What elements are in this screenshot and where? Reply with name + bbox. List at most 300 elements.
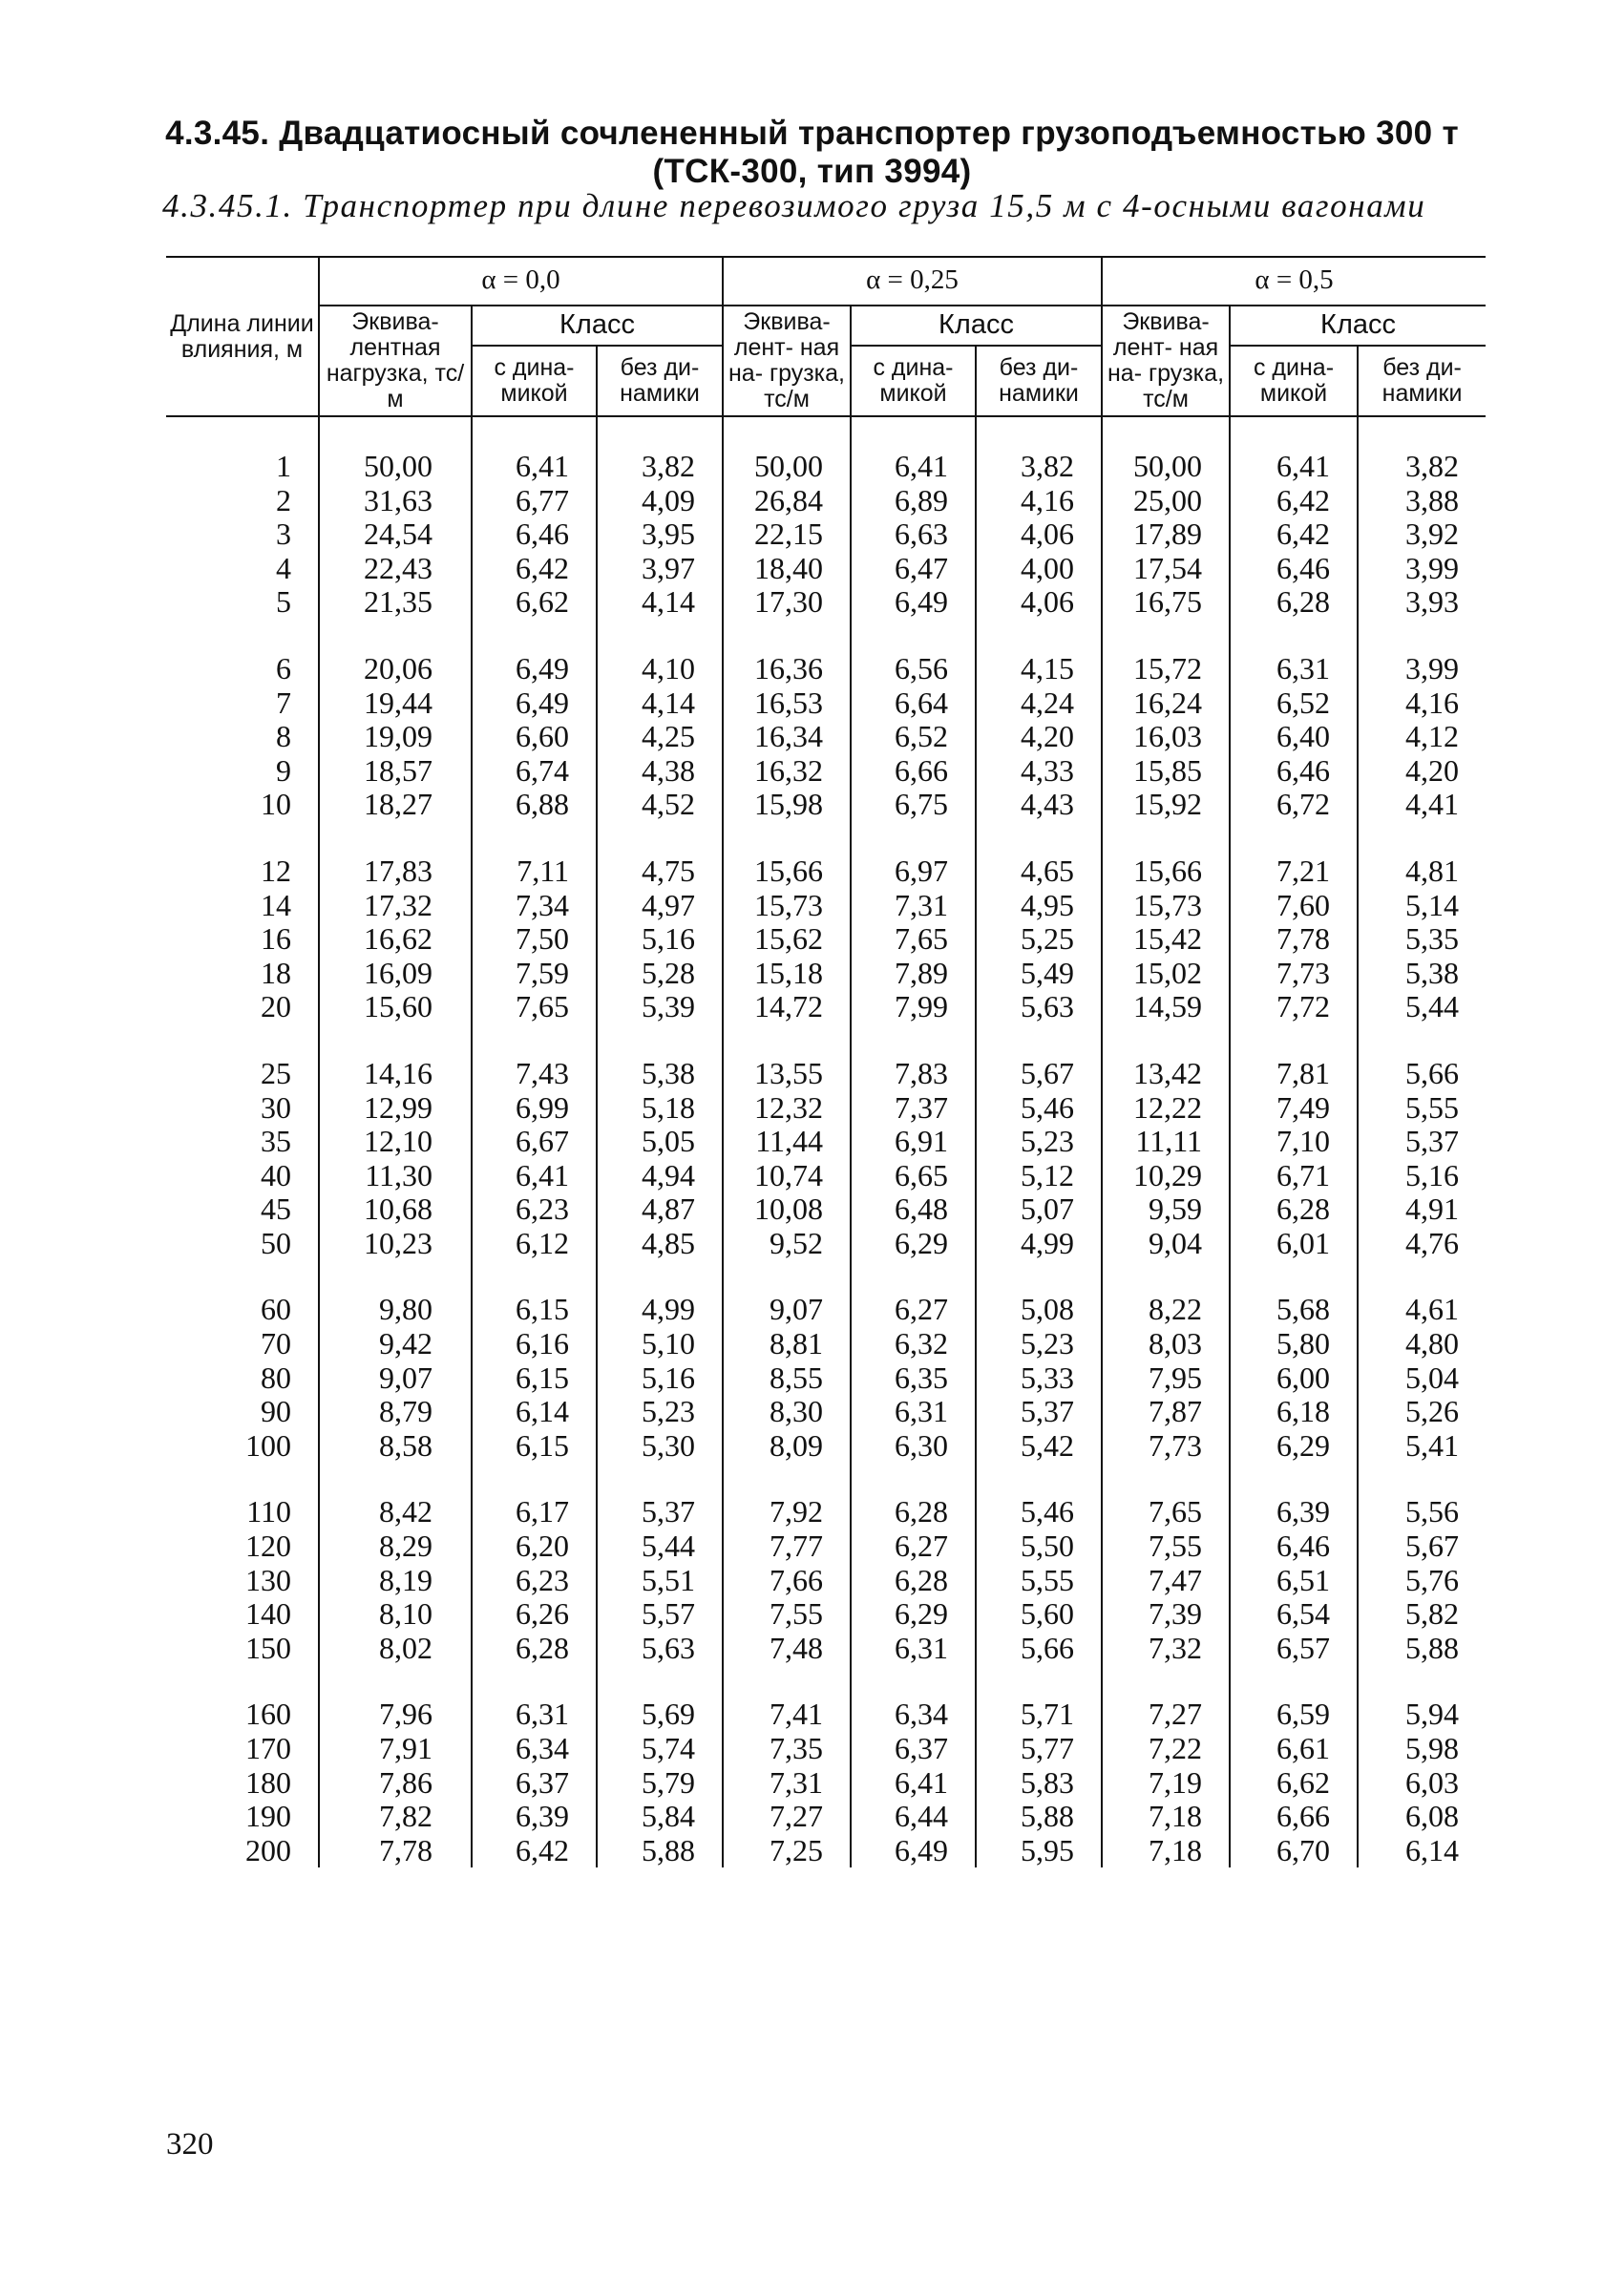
value-cell: 4,33: [976, 754, 1102, 789]
value-cell: 6,03: [1358, 1766, 1486, 1801]
value-cell: 5,84: [597, 1800, 723, 1834]
value-cell: 5,25: [976, 922, 1102, 957]
value-cell: 5,49: [976, 957, 1102, 991]
spacer-cell: [597, 1463, 723, 1495]
value-cell: 6,28: [851, 1495, 976, 1529]
value-cell: 11,44: [723, 1125, 851, 1159]
value-cell: 13,42: [1102, 1057, 1230, 1091]
header-alpha-0: α = 0,0: [319, 257, 723, 306]
value-cell: 5,28: [597, 957, 723, 991]
value-cell: 6,67: [472, 1125, 597, 1159]
value-cell: 3,82: [976, 450, 1102, 484]
value-cell: 8,03: [1102, 1327, 1230, 1361]
document-title: [0, 115, 1624, 191]
value-cell: 6,59: [1230, 1698, 1358, 1732]
value-cell: 5,10: [597, 1327, 723, 1361]
value-cell: 3,95: [597, 517, 723, 552]
value-cell: 7,31: [723, 1766, 851, 1801]
value-cell: 5,95: [976, 1834, 1102, 1868]
value-cell: 7,22: [1102, 1732, 1230, 1766]
value-cell: 5,30: [597, 1429, 723, 1464]
value-cell: 5,51: [597, 1564, 723, 1598]
header-class: Класс: [851, 306, 1102, 346]
value-cell: 6,41: [851, 1766, 976, 1801]
length-cell: 180: [166, 1766, 319, 1801]
length-cell: 70: [166, 1327, 319, 1361]
spacer-cell: [1102, 1665, 1230, 1698]
length-cell: 80: [166, 1361, 319, 1396]
value-cell: 3,92: [1358, 517, 1486, 552]
spacer-cell: [319, 620, 472, 652]
spacer-cell: [976, 1260, 1102, 1293]
value-cell: 5,50: [976, 1529, 1102, 1564]
value-cell: 5,12: [976, 1159, 1102, 1193]
header-equiv-load: Эквива- лент- ная на- грузка, тс/м: [1102, 306, 1230, 416]
spacer-cell: [166, 822, 319, 854]
value-cell: 6,62: [1230, 1766, 1358, 1801]
length-cell: 100: [166, 1429, 319, 1464]
value-cell: 6,66: [851, 754, 976, 789]
value-cell: 15,73: [1102, 889, 1230, 923]
header-without-dynamics: без ди- намики: [1358, 346, 1486, 416]
value-cell: 6,18: [1230, 1395, 1358, 1429]
value-cell: 8,30: [723, 1395, 851, 1429]
title-line-1: 4.3.45. Двадцатиосный сочлененный транспортер грузоподъемностью 300 т: [165, 115, 1459, 152]
spacer-cell: [472, 416, 597, 450]
value-cell: 5,60: [976, 1597, 1102, 1632]
length-cell: 150: [166, 1632, 319, 1666]
value-cell: 6,28: [851, 1564, 976, 1598]
value-cell: 5,79: [597, 1766, 723, 1801]
length-cell: 35: [166, 1125, 319, 1159]
value-cell: 15,66: [1102, 854, 1230, 889]
value-cell: 6,49: [472, 652, 597, 686]
value-cell: 6,31: [851, 1632, 976, 1666]
value-cell: 4,76: [1358, 1227, 1486, 1261]
spacer-cell: [723, 416, 851, 450]
value-cell: 5,23: [597, 1395, 723, 1429]
table-row: [166, 1227, 1486, 1261]
value-cell: 5,88: [1358, 1632, 1486, 1666]
spacer-cell: [723, 822, 851, 854]
value-cell: 11,11: [1102, 1125, 1230, 1159]
header-alpha-05: α = 0,5: [1102, 257, 1486, 306]
value-cell: 6,64: [851, 686, 976, 721]
value-cell: 21,35: [319, 585, 472, 620]
table-row: [166, 1564, 1486, 1598]
value-cell: 50,00: [1102, 450, 1230, 484]
spacer-cell: [597, 1260, 723, 1293]
value-cell: 6,52: [1230, 686, 1358, 721]
table-row: [166, 1125, 1486, 1159]
spacer-cell: [976, 1665, 1102, 1698]
value-cell: 7,77: [723, 1529, 851, 1564]
value-cell: 7,66: [723, 1564, 851, 1598]
value-cell: 6,35: [851, 1361, 976, 1396]
value-cell: 8,81: [723, 1327, 851, 1361]
value-cell: 5,74: [597, 1732, 723, 1766]
value-cell: 8,42: [319, 1495, 472, 1529]
value-cell: 6,70: [1230, 1834, 1358, 1868]
value-cell: 5,56: [1358, 1495, 1486, 1529]
value-cell: 5,14: [1358, 889, 1486, 923]
value-cell: 15,85: [1102, 754, 1230, 789]
value-cell: 6,65: [851, 1159, 976, 1193]
value-cell: 7,83: [851, 1057, 976, 1091]
value-cell: 5,88: [597, 1834, 723, 1868]
value-cell: 6,44: [851, 1800, 976, 1834]
table-row: [166, 990, 1486, 1024]
value-cell: 3,88: [1358, 484, 1486, 518]
spacer-cell: [597, 620, 723, 652]
table-row: [166, 1529, 1486, 1564]
table-row: [166, 450, 1486, 484]
spacer-cell: [597, 822, 723, 854]
spacer-cell: [1230, 620, 1358, 652]
value-cell: 4,94: [597, 1159, 723, 1193]
value-cell: 6,41: [472, 450, 597, 484]
header-alpha-025: α = 0,25: [723, 257, 1102, 306]
spacer-cell: [1358, 620, 1486, 652]
value-cell: 18,40: [723, 552, 851, 586]
length-cell: 4: [166, 552, 319, 586]
value-cell: 18,57: [319, 754, 472, 789]
value-cell: 5,94: [1358, 1698, 1486, 1732]
value-cell: 8,55: [723, 1361, 851, 1396]
spacer-cell: [319, 1260, 472, 1293]
value-cell: 7,43: [472, 1057, 597, 1091]
value-cell: 5,67: [976, 1057, 1102, 1091]
table-row: [166, 1800, 1486, 1834]
spacer-cell: [319, 416, 472, 450]
spacer-cell: [851, 1260, 976, 1293]
value-cell: 6,17: [472, 1495, 597, 1529]
length-cell: 190: [166, 1800, 319, 1834]
table-row: [166, 1361, 1486, 1396]
spacer-cell: [976, 620, 1102, 652]
table-row: [166, 652, 1486, 686]
value-cell: 7,78: [1230, 922, 1358, 957]
value-cell: 6,27: [851, 1293, 976, 1327]
spacer-cell: [976, 1024, 1102, 1057]
value-cell: 22,43: [319, 552, 472, 586]
value-cell: 9,52: [723, 1227, 851, 1261]
value-cell: 6,48: [851, 1192, 976, 1227]
value-cell: 6,39: [472, 1800, 597, 1834]
value-cell: 5,69: [597, 1698, 723, 1732]
value-cell: 6,40: [1230, 720, 1358, 754]
length-cell: 7: [166, 686, 319, 721]
value-cell: 6,46: [1230, 1529, 1358, 1564]
spacer-cell: [851, 416, 976, 450]
value-cell: 7,65: [851, 922, 976, 957]
spacer-cell: [1358, 1260, 1486, 1293]
value-cell: 6,37: [472, 1766, 597, 1801]
table-body: [166, 416, 1486, 1867]
header-equiv-load: Эквива- лент- ная на- грузка, тс/м: [723, 306, 851, 416]
value-cell: 6,57: [1230, 1632, 1358, 1666]
value-cell: 5,23: [976, 1327, 1102, 1361]
value-cell: 19,44: [319, 686, 472, 721]
length-cell: 160: [166, 1698, 319, 1732]
table-row: [166, 1495, 1486, 1529]
spacer-cell: [1358, 416, 1486, 450]
value-cell: 7,27: [1102, 1698, 1230, 1732]
length-cell: 8: [166, 720, 319, 754]
value-cell: 4,06: [976, 585, 1102, 620]
spacer-cell: [472, 620, 597, 652]
value-cell: 7,78: [319, 1834, 472, 1868]
spacer-cell: [976, 822, 1102, 854]
value-cell: 6,15: [472, 1361, 597, 1396]
value-cell: 11,30: [319, 1159, 472, 1193]
value-cell: 7,18: [1102, 1800, 1230, 1834]
spacer-cell: [723, 1463, 851, 1495]
value-cell: 4,43: [976, 788, 1102, 822]
value-cell: 4,97: [597, 889, 723, 923]
spacer-cell: [1230, 416, 1358, 450]
value-cell: 7,91: [319, 1732, 472, 1766]
value-cell: 17,32: [319, 889, 472, 923]
value-cell: 4,80: [1358, 1327, 1486, 1361]
table-row: [166, 1192, 1486, 1227]
value-cell: 5,83: [976, 1766, 1102, 1801]
length-cell: 16: [166, 922, 319, 957]
value-cell: 6,49: [472, 686, 597, 721]
value-cell: 15,02: [1102, 957, 1230, 991]
value-cell: 7,32: [1102, 1632, 1230, 1666]
value-cell: 14,16: [319, 1057, 472, 1091]
value-cell: 19,09: [319, 720, 472, 754]
value-cell: 4,14: [597, 585, 723, 620]
value-cell: 15,72: [1102, 652, 1230, 686]
load-table: [166, 256, 1486, 1867]
value-cell: 6,39: [1230, 1495, 1358, 1529]
length-cell: 30: [166, 1091, 319, 1126]
table-row: [166, 1091, 1486, 1126]
length-cell: 130: [166, 1564, 319, 1598]
table-row: [166, 788, 1486, 822]
value-cell: 6,63: [851, 517, 976, 552]
value-cell: 8,79: [319, 1395, 472, 1429]
value-cell: 9,59: [1102, 1192, 1230, 1227]
spacer-cell: [851, 1665, 976, 1698]
value-cell: 7,37: [851, 1091, 976, 1126]
value-cell: 7,73: [1230, 957, 1358, 991]
spacer-cell: [166, 416, 319, 450]
value-cell: 7,96: [319, 1698, 472, 1732]
table-row: [166, 1395, 1486, 1429]
value-cell: 6,46: [472, 517, 597, 552]
value-cell: 6,14: [1358, 1834, 1486, 1868]
value-cell: 8,29: [319, 1529, 472, 1564]
value-cell: 17,30: [723, 585, 851, 620]
table-row: [166, 1327, 1486, 1361]
value-cell: 16,03: [1102, 720, 1230, 754]
spacer-cell: [976, 416, 1102, 450]
value-cell: 7,73: [1102, 1429, 1230, 1464]
value-cell: 7,72: [1230, 990, 1358, 1024]
spacer-cell: [597, 1024, 723, 1057]
value-cell: 15,60: [319, 990, 472, 1024]
spacer-cell: [851, 1463, 976, 1495]
value-cell: 4,06: [976, 517, 1102, 552]
length-cell: 5: [166, 585, 319, 620]
value-cell: 4,10: [597, 652, 723, 686]
value-cell: 6,41: [851, 450, 976, 484]
value-cell: 5,35: [1358, 922, 1486, 957]
group-spacer: [166, 416, 1486, 450]
spacer-cell: [1230, 1665, 1358, 1698]
value-cell: 6,08: [1358, 1800, 1486, 1834]
spacer-cell: [1230, 1463, 1358, 1495]
group-spacer: [166, 1463, 1486, 1495]
value-cell: 6,16: [472, 1327, 597, 1361]
value-cell: 5,55: [976, 1564, 1102, 1598]
value-cell: 6,34: [851, 1698, 976, 1732]
spacer-cell: [472, 1665, 597, 1698]
spacer-cell: [1230, 1024, 1358, 1057]
length-cell: 10: [166, 788, 319, 822]
value-cell: 4,61: [1358, 1293, 1486, 1327]
value-cell: 16,24: [1102, 686, 1230, 721]
value-cell: 6,97: [851, 854, 976, 889]
value-cell: 5,04: [1358, 1361, 1486, 1396]
value-cell: 7,92: [723, 1495, 851, 1529]
value-cell: 7,82: [319, 1800, 472, 1834]
value-cell: 6,46: [1230, 552, 1358, 586]
title-line-2: (ТСК-300, тип 3994): [652, 153, 972, 190]
value-cell: 5,37: [597, 1495, 723, 1529]
value-cell: 5,16: [597, 922, 723, 957]
value-cell: 5,76: [1358, 1564, 1486, 1598]
value-cell: 5,33: [976, 1361, 1102, 1396]
value-cell: 5,38: [1358, 957, 1486, 991]
value-cell: 5,23: [976, 1125, 1102, 1159]
header-with-dynamics: с дина- микой: [472, 346, 597, 416]
value-cell: 5,98: [1358, 1732, 1486, 1766]
value-cell: 6,42: [1230, 517, 1358, 552]
value-cell: 5,41: [1358, 1429, 1486, 1464]
value-cell: 6,31: [472, 1698, 597, 1732]
value-cell: 15,73: [723, 889, 851, 923]
value-cell: 5,16: [1358, 1159, 1486, 1193]
length-cell: 14: [166, 889, 319, 923]
value-cell: 4,81: [1358, 854, 1486, 889]
value-cell: 4,91: [1358, 1192, 1486, 1227]
value-cell: 17,54: [1102, 552, 1230, 586]
value-cell: 3,82: [597, 450, 723, 484]
value-cell: 5,44: [1358, 990, 1486, 1024]
value-cell: 5,46: [976, 1495, 1102, 1529]
value-cell: 6,28: [1230, 1192, 1358, 1227]
group-spacer: [166, 1024, 1486, 1057]
value-cell: 7,39: [1102, 1597, 1230, 1632]
value-cell: 7,48: [723, 1632, 851, 1666]
value-cell: 6,99: [472, 1091, 597, 1126]
header-length: Длина линии влияния, м: [166, 257, 319, 416]
length-cell: 6: [166, 652, 319, 686]
value-cell: 16,36: [723, 652, 851, 686]
value-cell: 4,41: [1358, 788, 1486, 822]
table-row: [166, 1632, 1486, 1666]
spacer-cell: [472, 822, 597, 854]
spacer-cell: [1358, 1463, 1486, 1495]
spacer-cell: [166, 1463, 319, 1495]
value-cell: 5,71: [976, 1698, 1102, 1732]
value-cell: 6,27: [851, 1529, 976, 1564]
value-cell: 7,35: [723, 1732, 851, 1766]
value-cell: 7,47: [1102, 1564, 1230, 1598]
value-cell: 16,62: [319, 922, 472, 957]
table-row: [166, 1057, 1486, 1091]
value-cell: 12,22: [1102, 1091, 1230, 1126]
value-cell: 9,07: [723, 1293, 851, 1327]
length-cell: 40: [166, 1159, 319, 1193]
value-cell: 7,41: [723, 1698, 851, 1732]
value-cell: 3,82: [1358, 450, 1486, 484]
value-cell: 3,99: [1358, 652, 1486, 686]
value-cell: 7,34: [472, 889, 597, 923]
spacer-cell: [723, 1260, 851, 1293]
value-cell: 6,20: [472, 1529, 597, 1564]
value-cell: 7,60: [1230, 889, 1358, 923]
value-cell: 7,27: [723, 1800, 851, 1834]
length-cell: 1: [166, 450, 319, 484]
spacer-cell: [472, 1463, 597, 1495]
value-cell: 4,20: [1358, 754, 1486, 789]
group-spacer: [166, 1260, 1486, 1293]
value-cell: 18,27: [319, 788, 472, 822]
value-cell: 12,99: [319, 1091, 472, 1126]
value-cell: 6,26: [472, 1597, 597, 1632]
value-cell: 6,29: [851, 1597, 976, 1632]
value-cell: 6,31: [851, 1395, 976, 1429]
table-row: [166, 552, 1486, 586]
value-cell: 50,00: [723, 450, 851, 484]
value-cell: 10,29: [1102, 1159, 1230, 1193]
value-cell: 6,00: [1230, 1361, 1358, 1396]
value-cell: 16,09: [319, 957, 472, 991]
value-cell: 3,97: [597, 552, 723, 586]
value-cell: 5,26: [1358, 1395, 1486, 1429]
value-cell: 6,49: [851, 585, 976, 620]
value-cell: 6,61: [1230, 1732, 1358, 1766]
value-cell: 5,63: [597, 1632, 723, 1666]
value-cell: 10,68: [319, 1192, 472, 1227]
value-cell: 15,66: [723, 854, 851, 889]
length-cell: 3: [166, 517, 319, 552]
table-row: [166, 484, 1486, 518]
value-cell: 26,84: [723, 484, 851, 518]
value-cell: 6,28: [1230, 585, 1358, 620]
table-row: [166, 720, 1486, 754]
value-cell: 7,65: [1102, 1495, 1230, 1529]
table-row: [166, 1766, 1486, 1801]
length-cell: 50: [166, 1227, 319, 1261]
spacer-cell: [1358, 1665, 1486, 1698]
value-cell: 9,42: [319, 1327, 472, 1361]
value-cell: 5,66: [1358, 1057, 1486, 1091]
table-row: [166, 1732, 1486, 1766]
length-cell: 90: [166, 1395, 319, 1429]
value-cell: 7,55: [1102, 1529, 1230, 1564]
table-row: [166, 889, 1486, 923]
value-cell: 4,20: [976, 720, 1102, 754]
value-cell: 6,23: [472, 1564, 597, 1598]
value-cell: 6,74: [472, 754, 597, 789]
length-cell: 120: [166, 1529, 319, 1564]
